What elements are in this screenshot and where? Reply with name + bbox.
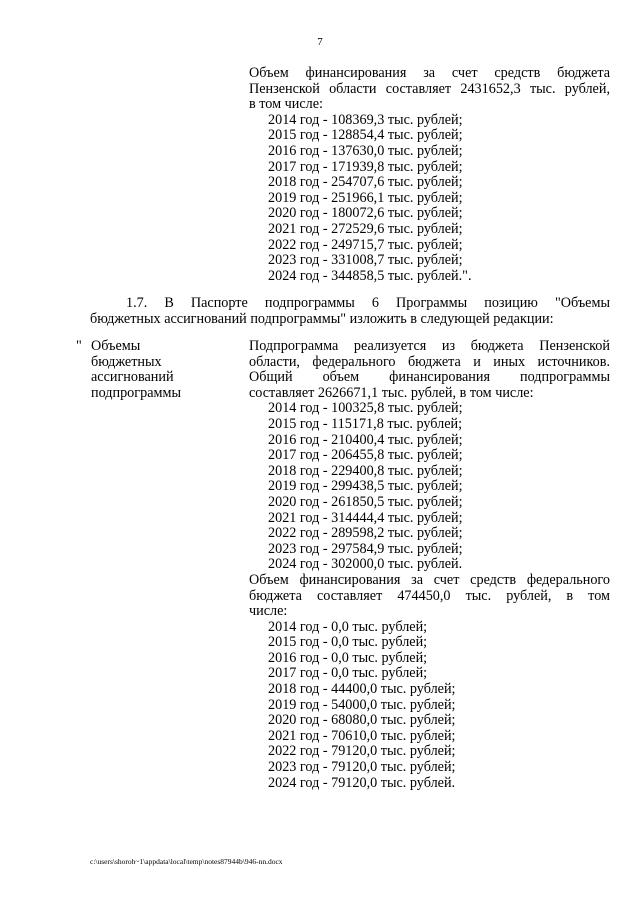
year-line: 2022 год - 249715,7 тыс. рублей; [268,236,463,253]
budget-allocations-label [76,339,181,401]
label-line: подпрограммы [91,384,181,401]
year-line: 2024 год - 302000,0 тыс. рублей. [268,556,463,573]
year-line: 2018 год - 254707,6 тыс. рублей; [268,174,463,191]
federal-intro-line: Объем финансирования за счет средств федерального [249,571,610,588]
label-line: Объемы [91,338,141,354]
year-line: 2022 год - 289598,2 тыс. рублей; [268,525,463,542]
year-line: 2014 год - 108369,3 тыс. рублей; [268,111,463,128]
year-line: 2015 год - 0,0 тыс. рублей; [268,634,428,651]
year-line: 2021 год - 314444,4 тыс. рублей; [268,509,463,526]
year-line: 2021 год - 272529,6 тыс. рублей; [268,220,463,237]
paragraph-line: 1.7. В Паспорте подпрограммы 6 Программы позицию "Объемы [126,295,610,311]
year-line: 2014 год - 100325,8 тыс. рублей; [268,400,463,417]
top-intro-line: в том числе: [249,96,323,113]
year-line: 2020 год - 180072,6 тыс. рублей; [268,205,463,222]
label-line: бюджетных [91,353,162,370]
opening-quote: " [76,338,82,354]
year-line: 2018 год - 44400,0 тыс. рублей; [268,681,456,698]
right-intro-line: составляет 2626671,1 тыс. рублей, в том числе: [249,384,534,401]
year-line: 2019 год - 251966,1 тыс. рублей; [268,189,463,206]
page-number: 7 [317,36,323,48]
year-line: 2023 год - 79120,0 тыс. рублей; [268,759,456,776]
year-line: 2017 год - 0,0 тыс. рублей; [268,665,428,682]
year-line: 2015 год - 115171,8 тыс. рублей; [268,415,463,432]
year-line: 2022 год - 79120,0 тыс. рублей; [268,743,456,760]
year-line: 2016 год - 210400,4 тыс. рублей; [268,431,463,448]
federal-years-list [249,620,610,792]
year-line: 2014 год - 0,0 тыс. рублей; [268,618,428,635]
label-line: ассигнований [91,369,174,386]
file-path-footer: c:\users\shoroh~1\appdata\local\temp\notes87944b\946-nn.docx [90,857,283,866]
right-intro-line: области, федерального бюджета и иных источников. [249,353,610,370]
right-intro-line: Подпрограмма реализуется из бюджета Пензенской [249,338,610,354]
year-line: 2017 год - 171939,8 тыс. рублей; [268,158,463,175]
federal-intro-line: числе: [249,603,288,620]
year-line: 2019 год - 54000,0 тыс. рублей; [268,696,456,713]
year-line: 2020 год - 261850,5 тыс. рублей; [268,493,463,510]
top-years-list [249,113,610,285]
year-line: 2019 год - 299438,5 тыс. рублей; [268,478,463,495]
subprogram-financing-section [249,339,610,791]
year-line: 2023 год - 297584,9 тыс. рублей; [268,540,463,557]
year-line: 2016 год - 0,0 тыс. рублей; [268,649,428,666]
year-line: 2016 год - 137630,0 тыс. рублей; [268,142,463,159]
top-financing-section [249,66,610,284]
federal-intro-line: бюджета составляет 474450,0 тыс. рублей, в том [249,587,610,604]
year-line: 2024 год - 344858,5 тыс. рублей.". [268,267,472,284]
year-line: 2021 год - 70610,0 тыс. рублей; [268,727,456,744]
year-line: 2015 год - 128854,4 тыс. рублей; [268,127,463,144]
top-intro-line: Объем финансирования за счет средств бюджета [249,65,610,81]
total-years-list [249,401,610,573]
top-intro-line: Пензенской области составляет 2431652,3 тыс. рублей, [249,80,610,97]
paragraph-line: бюджетных ассигнований подпрограммы" изложить в следующей редакции: [90,310,554,327]
year-line: 2023 год - 331008,7 тыс. рублей; [268,252,463,269]
year-line: 2017 год - 206455,8 тыс. рублей; [268,447,463,464]
year-line: 2018 год - 229400,8 тыс. рублей; [268,462,463,479]
year-line: 2020 год - 68080,0 тыс. рублей; [268,712,456,729]
amendment-paragraph [90,296,610,327]
right-intro-line: Общий объем финансирования подпрограммы [249,369,610,386]
year-line: 2024 год - 79120,0 тыс. рублей. [268,774,456,791]
